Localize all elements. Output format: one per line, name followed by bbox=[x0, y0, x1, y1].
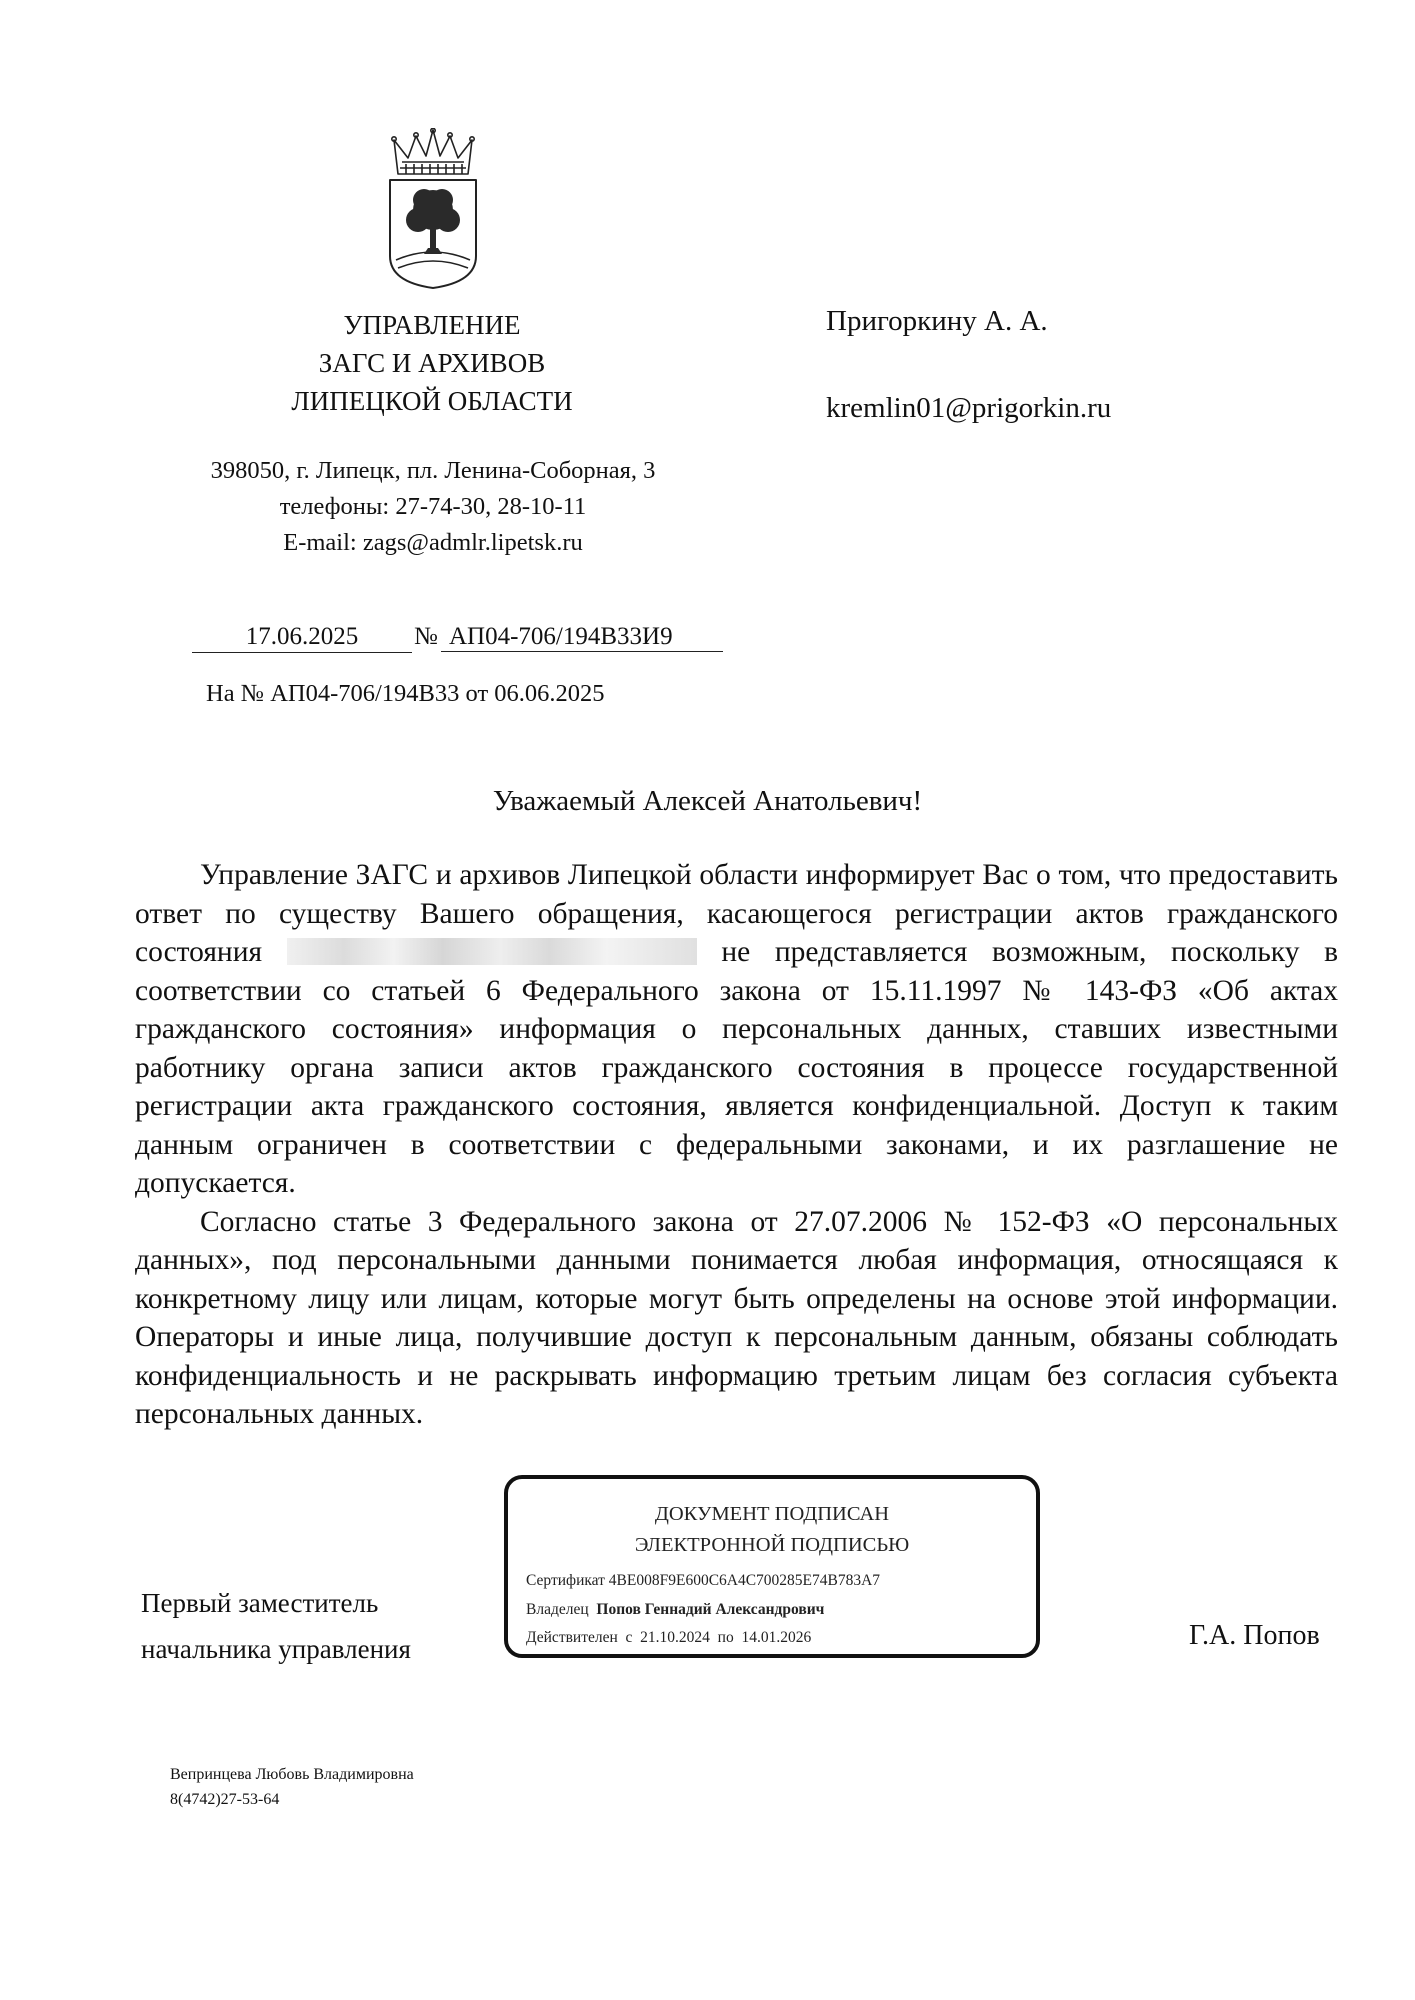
stamp-title bbox=[508, 1499, 1036, 1561]
signer-position-line-1: Первый заместитель bbox=[141, 1588, 379, 1618]
org-line-1: УПРАВЛЕНИЕ bbox=[343, 310, 521, 340]
organization-contacts bbox=[160, 453, 706, 561]
signer-name: Г.А. Попов bbox=[1189, 1620, 1320, 1651]
greeting: Уважаемый Алексей Анатольевич! bbox=[492, 785, 923, 817]
stamp-title-line-1: ДОКУМЕНТ ПОДПИСАН bbox=[654, 1503, 890, 1525]
executor-phone: 8(4742)27-53-64 bbox=[170, 1791, 280, 1808]
organization-name bbox=[262, 306, 602, 420]
registration-date: 17.06.2025 bbox=[192, 622, 412, 653]
paragraph-2: Согласно статье 3 Федерального закона от 27.07.2006 № 152-ФЗ «О персональных данных», под персональными данными понимается любая информация, относящаяся к конкретному лицу или лицам, которые могут быть определены на основе этой информации. Операторы и иные лица, получившие доступ к персональным данным, обязаны соблюдать конфиденциальность и не раскрывать информацию третьим лицам без согласия субъекта персональных данных. bbox=[135, 1205, 1338, 1430]
valid-to: 14.01.2026 bbox=[741, 1629, 812, 1646]
stamp-certificate bbox=[526, 1572, 880, 1590]
valid-to-label: по bbox=[717, 1629, 734, 1646]
stamp-owner bbox=[526, 1601, 824, 1619]
org-phones: телефоны: 27-74-30, 28-10-11 bbox=[279, 493, 587, 520]
valid-from: 21.10.2024 bbox=[640, 1629, 710, 1646]
executor-name: Вепринцева Любовь Владимировна bbox=[170, 1766, 414, 1783]
registration-number: АП04-706/194В33И9 bbox=[441, 622, 723, 652]
recipient-email: kremlin01@prigorkin.ru bbox=[826, 392, 1112, 424]
letter-body bbox=[135, 856, 1338, 1434]
cert-label: Сертификат bbox=[526, 1572, 605, 1589]
executor-info bbox=[170, 1762, 414, 1812]
number-sign: № bbox=[414, 623, 438, 650]
valid-from-label: с bbox=[625, 1629, 633, 1646]
stamp-title-line-2: ЭЛЕКТРОННОЙ ПОДПИСЬЮ bbox=[634, 1534, 910, 1556]
redacted-block bbox=[287, 938, 697, 965]
paragraph-1 bbox=[135, 856, 1338, 1203]
signer-position bbox=[141, 1580, 411, 1672]
reply-reference: На № АП04-706/194В33 от 06.06.2025 bbox=[206, 680, 605, 707]
owner-value: Попов Геннадий Александрович bbox=[596, 1601, 825, 1618]
recipient-name: Пригоркину А. А. bbox=[826, 305, 1048, 337]
org-address: 398050, г. Липецк, пл. Ленина-Соборная, 3 bbox=[210, 457, 656, 484]
paragraph-1-end: не представляется возможным, поскольку в соответствии со статьей 6 Федерального закона от 15.11.1997 № 143-ФЗ «Об актах гражданского состояния» информация о персональных данных, ставших известными работнику органа записи актов гражданского состояния в процессе государственной регистрации акта гражданского состояния, является конфиденциальной. Доступ к таким данным ограничен в соответствии с федеральными законами, и их разглашение не допускается. bbox=[135, 936, 1338, 1199]
signer-position-line-2: начальника управления bbox=[141, 1634, 411, 1664]
valid-label: Действителен bbox=[526, 1629, 618, 1646]
electronic-signature-stamp bbox=[504, 1475, 1040, 1658]
coat-of-arms-emblem bbox=[384, 128, 482, 290]
owner-label: Владелец bbox=[526, 1601, 589, 1618]
stamp-validity bbox=[526, 1629, 811, 1647]
paragraph-1-start: Управление ЗАГС и архивов Липецкой области информирует Вас о том, что предоставить ответ по существу Вашего обращения, касающегося регистрации актов гражданского состояния bbox=[135, 859, 1338, 968]
org-email: E-mail: zags@admlr.lipetsk.ru bbox=[283, 529, 583, 556]
org-line-2: ЗАГС И АРХИВОВ bbox=[318, 348, 546, 378]
org-line-3: ЛИПЕЦКОЙ ОБЛАСТИ bbox=[291, 386, 573, 416]
cert-value: 4BE008F9E600C6A4C700285E74B783A7 bbox=[608, 1572, 881, 1589]
